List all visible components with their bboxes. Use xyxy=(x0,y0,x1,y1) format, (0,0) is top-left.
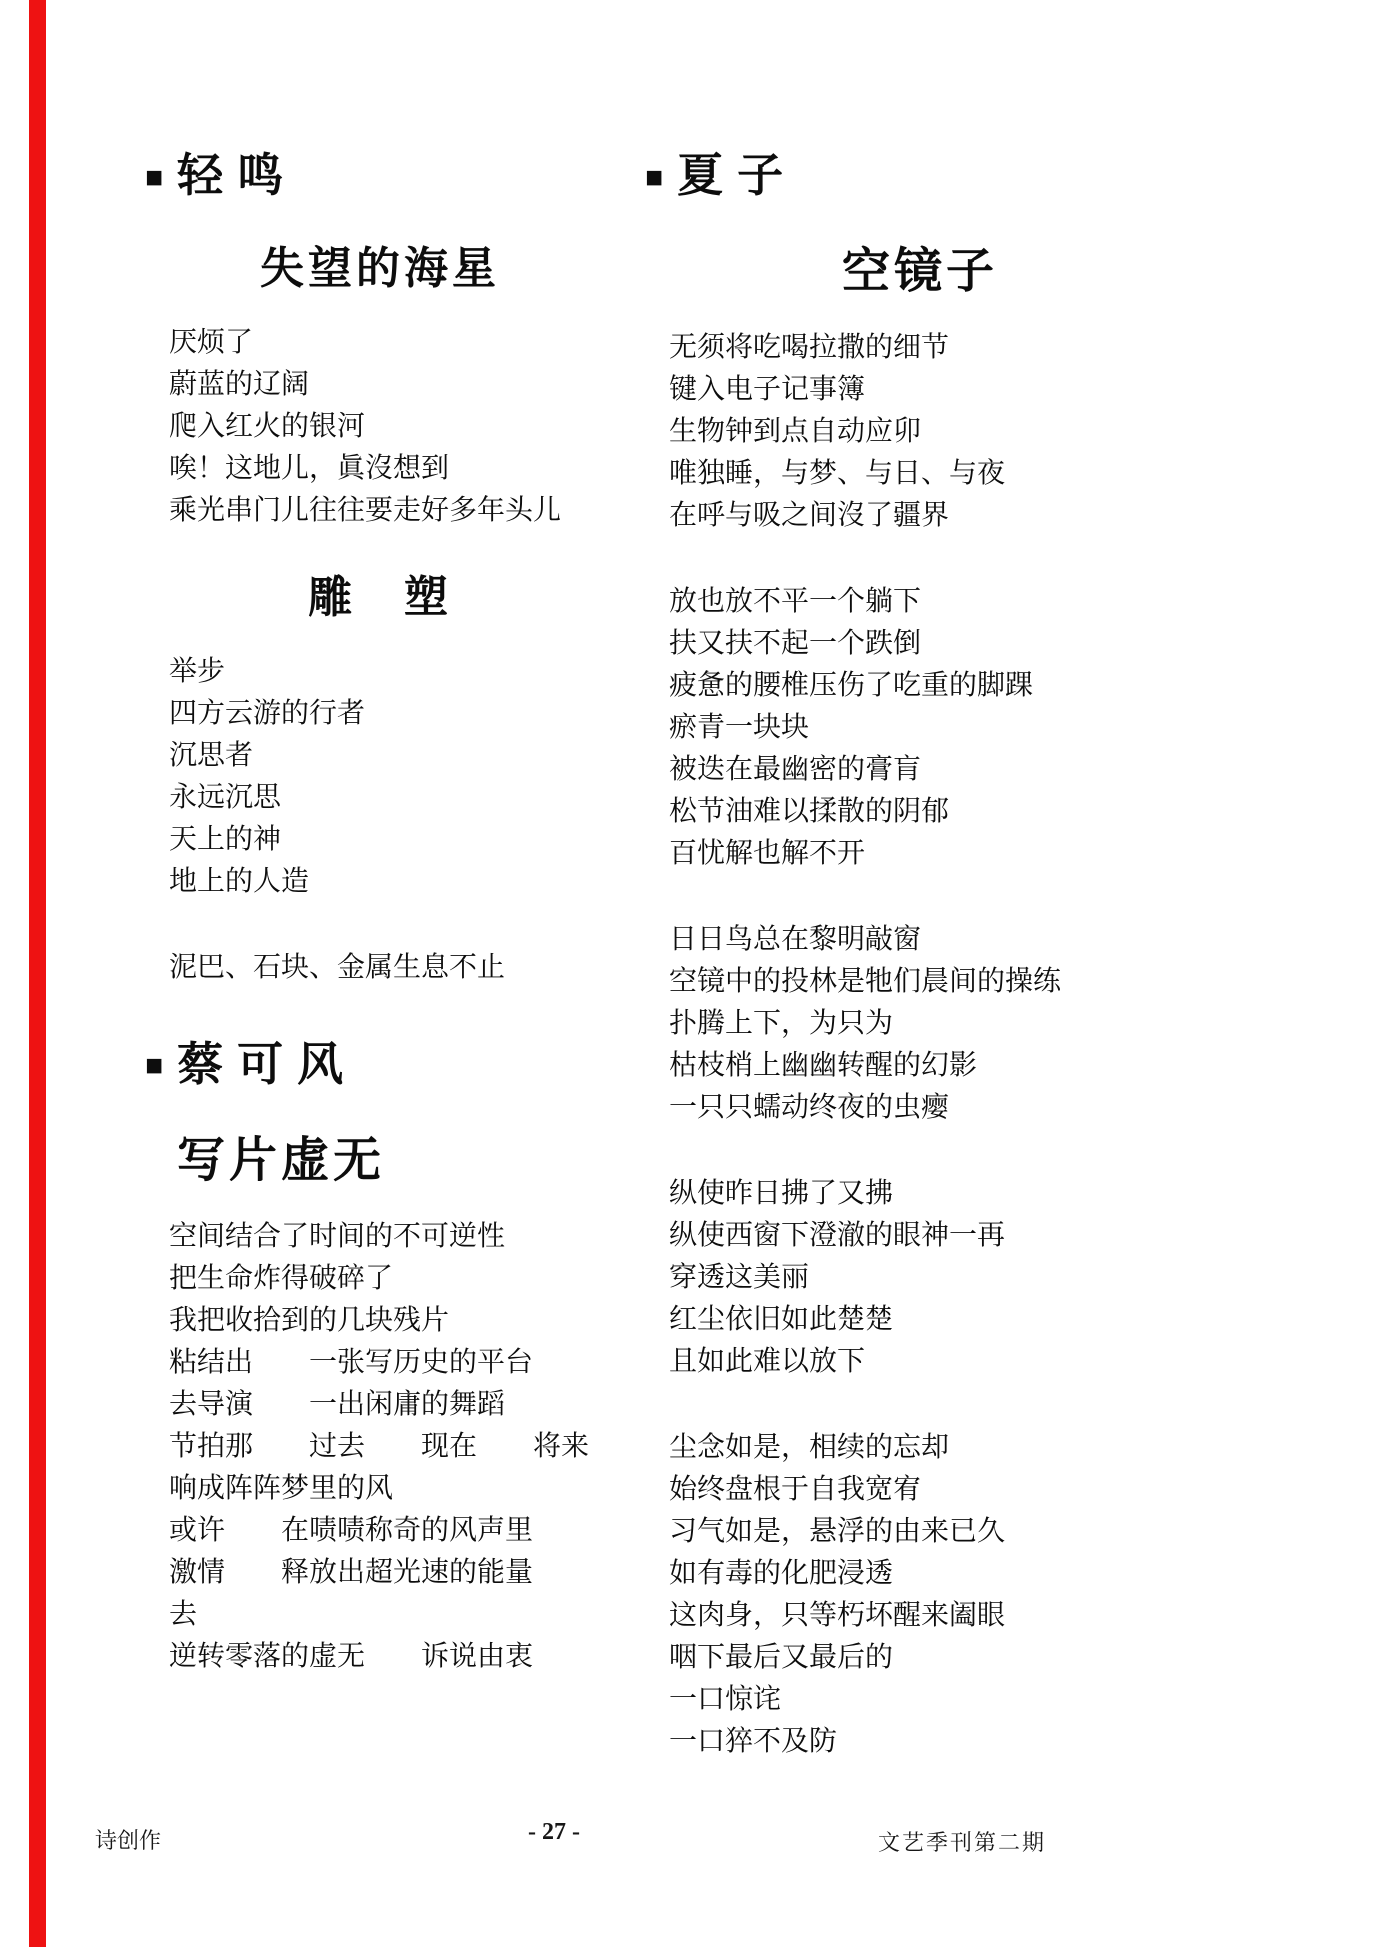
poem-line: 蔚蓝的辽阔 xyxy=(169,368,310,400)
poem-line: 天上的神 xyxy=(169,823,282,855)
poem-title: 失望的海星 xyxy=(260,244,500,294)
footer-journal-label: 文艺季刊第二期 xyxy=(878,1830,1047,1855)
author-block xyxy=(145,1037,615,1092)
poem-line: 逆转零落的虚无 诉说由衷 xyxy=(169,1640,534,1672)
poem-line: 纵使西窗下澄澈的眼神一再 xyxy=(669,1219,1006,1251)
poem-line: 把生命炸得破碎了 xyxy=(169,1262,394,1294)
poem-line: 疲惫的腰椎压伤了吃重的脚踝 xyxy=(669,669,1034,701)
poem-line: 沉思者 xyxy=(169,739,254,771)
author-marker-icon: ■ xyxy=(145,1049,164,1083)
poem-line: 红尘依旧如此楚楚 xyxy=(669,1303,894,1335)
poem-line: 咽下最后又最后的 xyxy=(669,1641,894,1673)
poem-title: 写片虚无 xyxy=(177,1133,386,1187)
poem-line: 一口猝不及防 xyxy=(669,1725,838,1757)
poem-line: 乘光串门儿往往要走好多年头儿 xyxy=(169,494,562,526)
poem-line: 节拍那 过去 现在 将来 xyxy=(169,1430,590,1462)
poem-line: 四方云游的行者 xyxy=(169,697,366,729)
poem-stanza xyxy=(645,581,1195,875)
poem-line: 松节油难以揉散的阴郁 xyxy=(669,795,950,827)
poem-line: 粘结出 一张写历史的平台 xyxy=(169,1346,534,1378)
poem-line: 爬入红火的银河 xyxy=(169,410,366,442)
poem-stanza xyxy=(645,1173,1195,1383)
poem-line: 唯独睡，与梦、与日、与夜 xyxy=(669,457,1006,489)
poem-line: 去 xyxy=(169,1598,198,1630)
poem-line: 激情 释放出超光速的能量 xyxy=(169,1556,534,1588)
poem-line: 地上的人造 xyxy=(169,865,310,897)
author-block xyxy=(145,148,615,203)
author-block xyxy=(645,148,1195,203)
poem-line: 空间结合了时间的不可逆性 xyxy=(169,1220,506,1252)
poem-line: 或许 在啧啧称奇的风声里 xyxy=(169,1514,534,1546)
poem-column-left xyxy=(145,0,615,1678)
author-name: 蔡可风 xyxy=(177,1038,358,1090)
poem-line: 被迭在最幽密的膏肓 xyxy=(669,753,922,785)
poem-line: 习气如是，悬浮的由来已久 xyxy=(669,1515,1006,1547)
poem-line: 扶又扶不起一个跌倒 xyxy=(669,627,922,659)
author-marker-icon: ■ xyxy=(145,160,164,194)
page-number: - 27 - xyxy=(528,1819,580,1845)
poem-line: 举步 xyxy=(169,655,226,687)
poem-line: 始终盘根于自我宽宥 xyxy=(669,1473,922,1505)
poem-line: 响成阵阵梦里的风 xyxy=(169,1472,394,1504)
poem-line: 无须将吃喝拉撒的细节 xyxy=(669,331,950,363)
poem-stanza xyxy=(145,322,615,532)
poem-title: 空镜子 xyxy=(841,245,998,299)
poem-line: 穿透这美丽 xyxy=(669,1261,810,1293)
poem-line: 空镜中的投林是牠们晨间的操练 xyxy=(669,965,1062,997)
poem-column-right xyxy=(645,0,1195,1763)
poem-line: 纵使昨日拂了又拂 xyxy=(669,1177,894,1209)
poem-line: 扑腾上下，为只为 xyxy=(669,1007,894,1039)
poem-line: 一只只蠕动终夜的虫瘿 xyxy=(669,1091,950,1123)
poem-title: 雕 塑 xyxy=(308,572,452,622)
poem-stanza xyxy=(145,947,615,989)
poem-line: 如有毒的化肥浸透 xyxy=(669,1557,894,1589)
footer-section-label: 诗创作 xyxy=(95,1828,162,1853)
poem-line: 日日鸟总在黎明敲窗 xyxy=(669,923,922,955)
poem-line: 且如此难以放下 xyxy=(669,1345,866,1377)
poem-line: 键入电子记事簿 xyxy=(669,373,866,405)
poem-line: 一口惊诧 xyxy=(669,1683,782,1715)
poem-line: 放也放不平一个躺下 xyxy=(669,585,922,617)
poem-stanza xyxy=(645,1427,1195,1763)
poem-line: 厌烦了 xyxy=(169,326,254,358)
author-name: 轻鸣 xyxy=(177,150,298,201)
poem-stanza xyxy=(145,651,615,903)
poem-line: 枯枝梢上幽幽转醒的幻影 xyxy=(669,1049,978,1081)
author-marker-icon: ■ xyxy=(645,160,664,194)
poem-line: 尘念如是，相续的忘却 xyxy=(669,1431,950,1463)
poem-line: 这肉身，只等朽坏醒来阖眼 xyxy=(669,1599,1006,1631)
poem-stanza xyxy=(645,327,1195,537)
author-name: 夏子 xyxy=(677,150,798,201)
poem-line: 在呼与吸之间沒了疆界 xyxy=(669,499,950,531)
poem-line: 唉！这地儿，眞沒想到 xyxy=(169,452,450,484)
poem-line: 永远沉思 xyxy=(169,781,282,813)
poem-stanza xyxy=(645,919,1195,1129)
poem-line: 瘀青一块块 xyxy=(669,711,810,743)
poem-line: 我把收拾到的几块残片 xyxy=(169,1304,450,1336)
poem-line: 生物钟到点自动应卯 xyxy=(669,415,922,447)
poem-stanza xyxy=(145,1216,615,1678)
poem-line: 去导演 一出闲庸的舞蹈 xyxy=(169,1388,506,1420)
poem-line: 泥巴、石块、金属生息不止 xyxy=(169,951,506,983)
poem-line: 百忧解也解不开 xyxy=(669,837,866,869)
